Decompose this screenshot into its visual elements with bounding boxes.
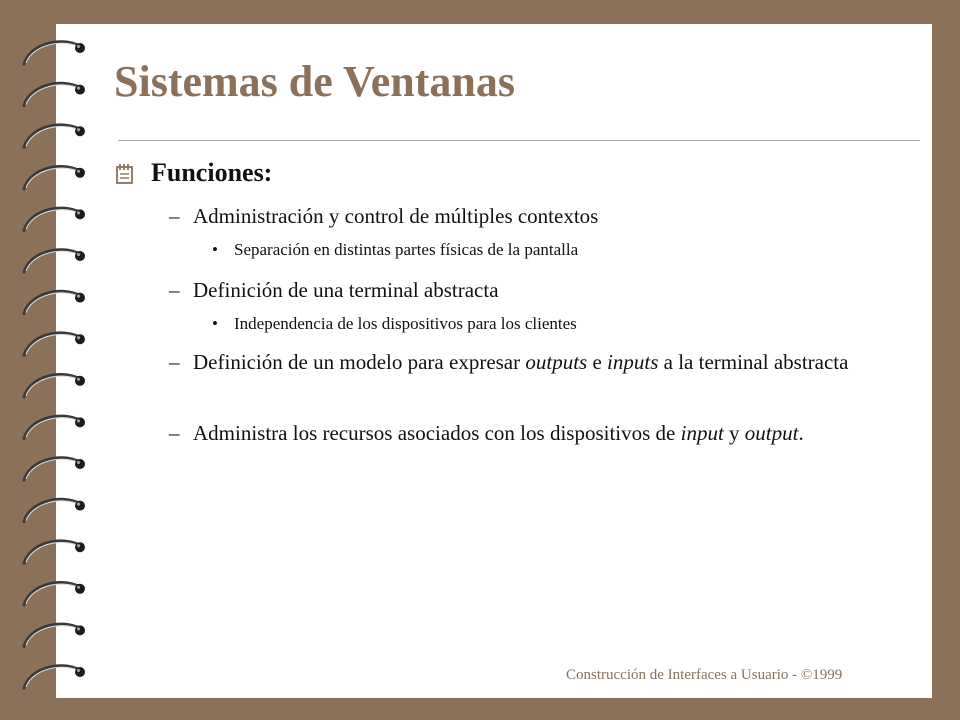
spiral-ring — [24, 374, 85, 396]
spiral-ring — [24, 458, 85, 480]
dash-marker: – — [169, 278, 180, 302]
notepad-bullet-icon — [113, 161, 137, 185]
spiral-ring — [24, 250, 85, 272]
dot-marker: • — [212, 314, 218, 333]
heading-text: Funciones: — [151, 158, 273, 187]
slide-title: Sistemas de Ventanas — [114, 57, 515, 106]
spiral-ring — [24, 541, 85, 563]
spiral-ring — [24, 624, 85, 646]
spiral-ring — [24, 666, 85, 688]
spiral-ring — [24, 582, 85, 604]
spiral-ring — [24, 42, 85, 64]
spiral-ring — [24, 499, 85, 521]
dash-marker: – — [169, 421, 180, 445]
spiral-ring — [24, 166, 85, 188]
bullet-text: Definición de una terminal abstracta — [193, 278, 499, 302]
dot-marker: • — [212, 240, 218, 259]
sub-bullet-text: Separación en distintas partes físicas de la pantalla — [234, 240, 579, 259]
bullet-text: Definición de un modelo para expresar outputs e inputs a la terminal abstracta — [193, 350, 849, 374]
dash-marker: – — [169, 204, 180, 228]
spiral-ring — [24, 125, 85, 147]
sub-bullet-text: Independencia de los dispositivos para los clientes — [234, 314, 577, 333]
bullet-text: Administración y control de múltiples contextos — [193, 204, 599, 228]
spiral-ring — [24, 291, 85, 313]
footer-text: Construcción de Interfaces a Usuario - ©1999 — [566, 667, 843, 683]
bullet-text: Administra los recursos asociados con los dispositivos de input y output. — [193, 421, 804, 445]
spiral-ring — [24, 208, 85, 230]
spiral-binding — [0, 0, 110, 720]
dash-marker: – — [169, 350, 180, 374]
title-divider — [118, 140, 920, 141]
spiral-ring — [24, 83, 85, 105]
heading-funciones — [113, 158, 272, 188]
spiral-ring — [24, 333, 85, 355]
spiral-ring — [24, 416, 85, 438]
